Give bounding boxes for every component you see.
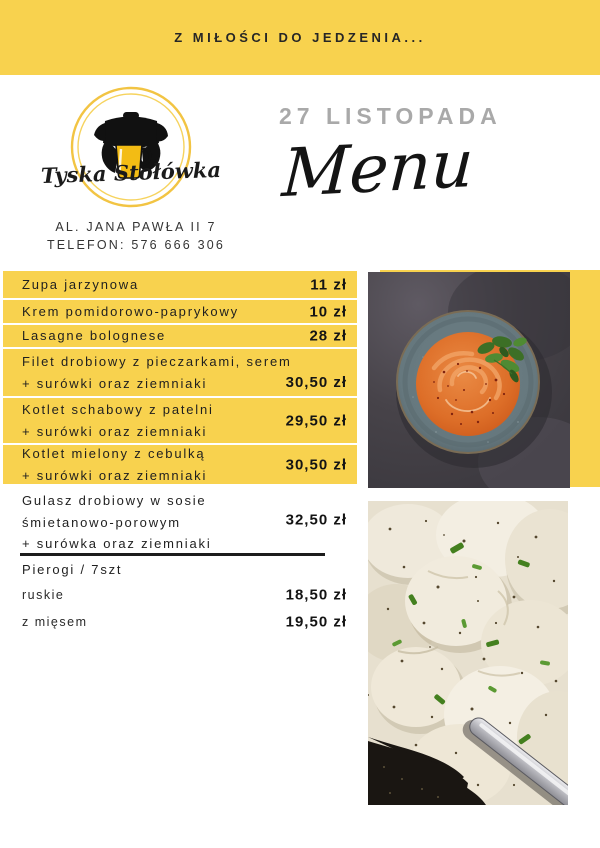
menu-item-price: 11 zł (310, 276, 347, 293)
menu-item-name: Kotlet mielony z cebulką (22, 445, 206, 461)
menu-item-row (3, 349, 357, 398)
pierogi-header: Pierogi / 7szt (22, 561, 123, 577)
menu-item-subline: + surówki oraz ziemniaki (22, 467, 208, 483)
menu-item-price: 32,50 zł (285, 511, 347, 529)
menu-item-subline: + surówki oraz ziemniaki (22, 375, 208, 391)
top-banner (0, 0, 600, 75)
menu-item-row (3, 445, 357, 484)
variant-label: ruskie (22, 587, 65, 602)
menu-item-price: 28 zł (309, 327, 347, 345)
variant-price: 19,50 zł (285, 613, 347, 630)
pierogi-variant-row (3, 608, 357, 635)
menu-item-name: Kotlet schabowy z patelni (22, 401, 214, 417)
menu-item-row (3, 398, 357, 445)
menu-item-name: Zupa jarzynowa (22, 276, 139, 292)
address-block (31, 219, 241, 254)
menu-item-subline: + surówki oraz ziemniaki (22, 423, 208, 439)
menu-title: Menu (280, 124, 476, 213)
menu-item-row (3, 484, 357, 553)
menu-item-row (3, 325, 357, 349)
menu-item-subline: śmietanowo-porowym (22, 514, 181, 530)
variant-label: z mięsem (22, 614, 88, 629)
tagline: Z MIŁOŚCI DO JEDZENIA... (174, 30, 426, 45)
menu-item-name: Lasagne bolognese (22, 328, 167, 343)
chicken-photo (368, 501, 568, 805)
menu-item-name: Krem pomidorowo-paprykowy (22, 303, 239, 319)
menu-item-price: 29,50 zł (285, 412, 347, 429)
address-line: AL. JANA PAWŁA II 7 (55, 220, 217, 234)
menu-item-price: 30,50 zł (285, 456, 347, 473)
menu-date: 27 LISTOPADA (279, 103, 502, 129)
phone-line: TELEFON: 576 666 306 (46, 237, 226, 252)
menu-item-price: 30,50 zł (285, 374, 347, 391)
menu-item-name: Gulasz drobiowy w sosie (22, 493, 207, 508)
section-divider (20, 553, 325, 556)
menu-item-row (3, 271, 357, 300)
pierogi-variant-row (3, 581, 357, 608)
restaurant-logo (67, 83, 195, 211)
menu-item-price: 10 zł (309, 303, 347, 320)
restaurant-name: Tyska Stołówka (40, 156, 222, 189)
variant-price: 18,50 zł (285, 586, 347, 603)
menu-highlight-block (3, 271, 357, 484)
menu-item-name: Filet drobiowy z pieczarkami, serem (22, 353, 292, 369)
menu-item-subline: + surówka oraz ziemniaki (22, 536, 212, 551)
pierogi-section (3, 557, 357, 635)
menu-item-row (3, 300, 357, 325)
soup-photo (368, 272, 570, 488)
